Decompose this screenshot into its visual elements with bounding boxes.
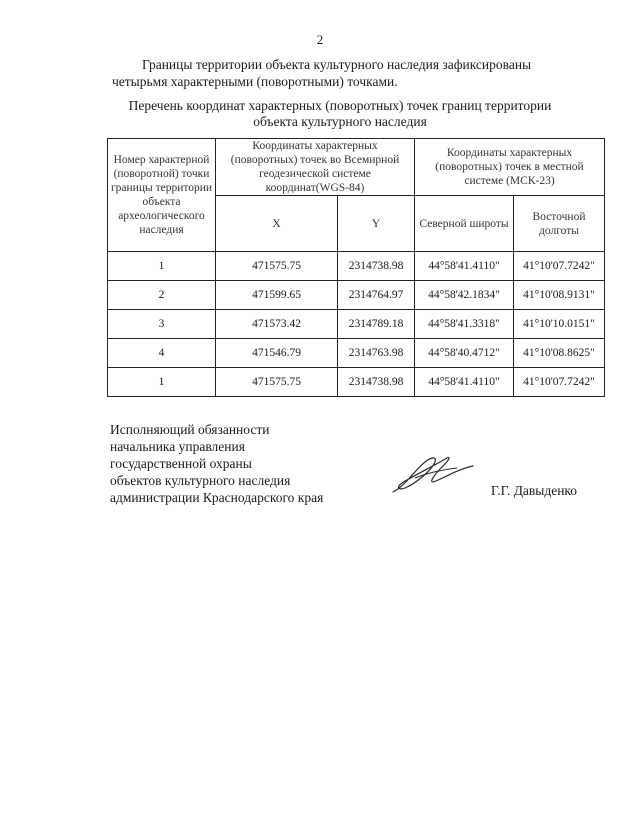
east-longitude-header: Восточной долготы	[514, 196, 605, 252]
x-value: 471575.75	[216, 368, 338, 397]
x-value: 471575.75	[216, 252, 338, 281]
heading-line-2: объекта культурного наследия	[253, 114, 427, 129]
x-value: 471546.79	[216, 339, 338, 368]
x-value: 471573.42	[216, 310, 338, 339]
point-number-header: Номер характерной (поворотной) точки границы территории объекта археологического наследия	[108, 139, 216, 252]
point-number: 1	[108, 368, 216, 397]
table-row	[108, 310, 605, 339]
north-value: 44°58'41.4110"	[415, 252, 514, 281]
wgs84-header: Координаты характерных (поворотных) точек во Всемирной геодезической системе координат(WGS-84)	[216, 139, 415, 196]
east-value: 41°10'07.7242"	[514, 252, 605, 281]
east-value: 41°10'08.8625"	[514, 339, 605, 368]
table-row	[108, 281, 605, 310]
north-value: 44°58'41.3318"	[415, 310, 514, 339]
signatory-title	[110, 421, 323, 506]
signatory-line-3: государственной охраны	[110, 456, 252, 471]
y-value: 2314738.98	[338, 252, 415, 281]
heading-line-1: Перечень координат характерных (поворотных) точек границ территории	[128, 98, 552, 113]
page-number: 2	[316, 32, 324, 47]
point-number: 3	[108, 310, 216, 339]
msk23-header: Координаты характерных (поворотных) точек в местной системе (МСК-23)	[415, 139, 605, 196]
coordinates-table	[107, 138, 605, 397]
north-latitude-header: Северной широты	[415, 196, 514, 252]
point-number: 1	[108, 252, 216, 281]
north-value: 44°58'40.4712"	[415, 339, 514, 368]
table-row	[108, 339, 605, 368]
handwritten-signature	[385, 448, 475, 498]
signatory-name: Г.Г. Давыденко	[491, 483, 578, 498]
north-value: 44°58'42.1834"	[415, 281, 514, 310]
signatory-line-4: объектов культурного наследия	[110, 473, 291, 488]
point-number: 4	[108, 339, 216, 368]
table-heading	[100, 98, 580, 130]
y-value: 2314763.98	[338, 339, 415, 368]
y-value: 2314789.18	[338, 310, 415, 339]
east-value: 41°10'07.7242"	[514, 368, 605, 397]
intro-line-2: четырьмя характерными (поворотными) точками.	[112, 74, 398, 89]
signatory-line-2: начальника управления	[110, 439, 245, 454]
signatory-line-1: Исполняющий обязанности	[110, 422, 270, 437]
y-header: Y	[338, 196, 415, 252]
point-number: 2	[108, 281, 216, 310]
x-header: X	[216, 196, 338, 252]
header-row-1	[108, 139, 605, 196]
north-value: 44°58'41.4110"	[415, 368, 514, 397]
intro-line-1: Границы территории объекта культурного наследия зафиксированы	[142, 57, 532, 72]
table-row	[108, 252, 605, 281]
east-value: 41°10'10.0151"	[514, 310, 605, 339]
y-value: 2314738.98	[338, 368, 415, 397]
table-row	[108, 368, 605, 397]
intro-paragraph	[112, 56, 582, 90]
x-value: 471599.65	[216, 281, 338, 310]
y-value: 2314764.97	[338, 281, 415, 310]
signatory-line-5: администрации Краснодарского края	[110, 490, 324, 505]
east-value: 41°10'08.9131"	[514, 281, 605, 310]
